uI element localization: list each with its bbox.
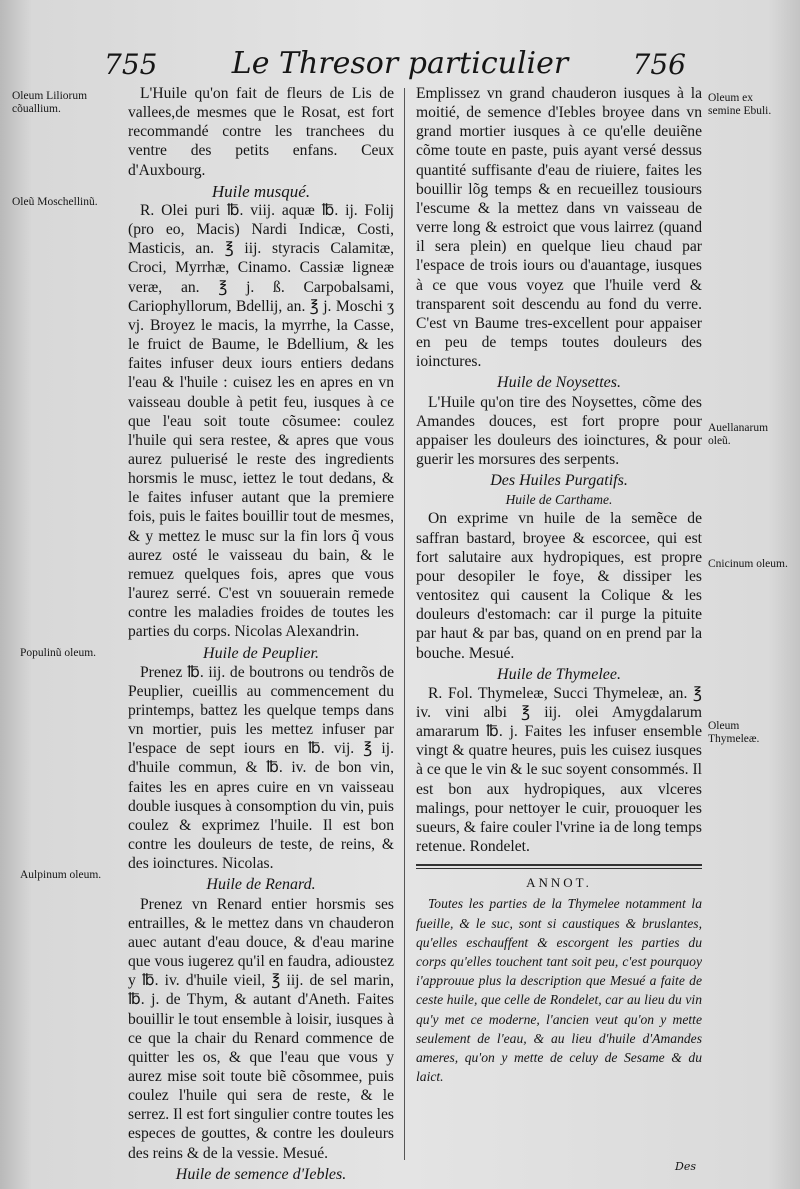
section-heading: Huile de Thymelee.	[497, 665, 621, 683]
paragraph: L'Huile qu'on fait de fleurs de Lis de vallees,de mesmes que le Rosat, est fort recommandé contre les tranchees du ventre des petits enfans. Ceux d'Auxbourg.	[128, 85, 394, 179]
annotation-text: Toutes les parties de la Thymelee notamment la fueille, & le suc, sont si caustiques & bruslantes, qu'elles eschauffent & escorgent les parties du corps qu'elles touchent tant soit peu, c'est pourquoy i'approuue plus la description que Mesué a faite de ceste huile, que celle de Rondelet, car au lieu du vin qu'y met ce moderne, l'ancien veut qu'on y mette seulement de l'eau, & au lieu d'huile d'Amandes ameres, qu'on y mette de celuy de Sesame & du laict.	[416, 896, 702, 1085]
running-header	[0, 44, 800, 84]
paragraph: L'Huile qu'on tire des Noysettes, cõme des Amandes douces, est fort propre pour appaiser les douleurs des ioinctures, & pour guerir les morsures des serpents.	[416, 393, 702, 468]
section-subheading: Huile de Carthame.	[505, 492, 613, 508]
section-heading: Des Huiles Purgatifs.	[490, 472, 628, 490]
paragraph: Emplissez vn grand chauderon iusques à la moitié, de semence d'Iebles broyee dans vn grand mortier iusques à ce qu'elle deuiẽne cõme toute en paste, puis ayant versé dessus quantité suffisante d'eau de riuiere, faites les bouillir lõg temps & en recueillez tousiours l'escume & la mettez dans vn vaisseau de verre long & estroict que vous lairrez (quand il sera plein) en quelque lieu chaud par l'espace de trois iours ou d'auantage, iusques à ce que vous voyez que l'huile verd & transparent soit descendu au fond du verre. C'est vn Baume tres-excellent pour appaiser en peu de temps toutes douleurs des ioinctures.	[416, 85, 702, 371]
margin-note: Oleum Thymeleæ.	[708, 720, 760, 745]
margin-note: Oleũ Moschellinũ.	[12, 196, 98, 208]
column-divider	[404, 88, 405, 1160]
section-heading: Huile musqué.	[211, 181, 311, 201]
paragraph: Prenez vn Renard entier horsmis ses entrailles, & le mettez dans vn chauderon auec autant d'eau douce, & d'eau marine que vous iugerez qu'il en faudra, adioustez y ℔. iv. d'huile vieil, ℥ iij. de sel marin, ℔. j. de Thym, & autant d'Aneth. Faites bouillir le tout ensemble à loisir, iusques à ce que la chair du Renard commence de quitter les os, & que l'eau que vous y aurez mise soit toute biẽ cõsommee, puis coulez l'huile qui sera de reste, & le serrez. Il est fort singulier contre toutes les especes de gouttes, & contre les douleurs des reins & de la vessie. Mesué.	[128, 895, 394, 1162]
paragraph: On exprime vn huile de la semẽce de saffran bastard, broyee & escorcee, qui est fort salutaire aux hydropiques, est propre pour desopiler le foye, & dissiper les ventositez qui causent la Colique & les douleurs d'estomach: car il purge la pituite par haut & par bas, quand on en prend par la bouche. Mesué.	[416, 510, 702, 662]
paragraph: R. Olei puri ℔. viij. aquæ ℔. ij. Folij (pro eo, Macis) Nardi Indicæ, Costi, Masticis, an. ℥ iij. styracis Calamitæ, Croci, Myrrhæ, Cinamo. Cassiæ ligneæ veræ, an. ℥ j. ß. Carpobalsami, Cariophyllorum, Bdellij, an. ℥ j. Moschi ʒ vj. Broyez le macis, la myrrhe, la Casse, le fruict de Baume, le Bdellium, & les faites infuser deux iours entiers dedans l'eau & l'huile : cuisez les en apres en vn vaisseau double à petit feu, iusques à ce que l'eau soit toute cõsumee: coulez l'huile qui sera restee, & apres que vous aurez puluerisé le reste des ingredients horsmis le musc, iettez le tout dedans, & le faites infuser autant que la premiere fois, puis le faites bouillir tout de mesmes, & y mettez le musc sur la fin lors q̃ vous aurez osté le vaisseau du bain, & le remuez quelques fois, apres que vous l'aurez serré. C'est vn souuerain remede contre les maladies froides de toutes les parties du corps. Nicolas Alexandrin.	[128, 201, 394, 641]
annotation-title: ANNOT.	[526, 875, 592, 891]
left-column	[128, 84, 394, 1184]
paragraph: Prenez ℔. iij. de boutrons ou tendrõs de Peuplier, cueillis au commencement du printemps, battez les quelque temps dans vn mortier, puis les mettez infuser par l'espace de sept iours en ℔. vij. ℥ ij. d'huile commun, & ℔. iv. de bon vin, faites les en apres cuire en vn vaisseau double iusques à consomption du vin, puis coulez & exprimez l'huile. Il est bon contre les douleurs de teste, de reins, & des ioinctures. Nicolas.	[128, 663, 394, 873]
right-column	[416, 84, 702, 1086]
annotation-rule-top	[416, 864, 702, 866]
section-heading: Huile de Peuplier.	[203, 644, 319, 662]
margin-note: Aulpinum oleum.	[20, 869, 102, 881]
section-heading: Huile de Renard.	[206, 876, 316, 894]
margin-note: Oleum Liliorum cõuallium.	[12, 90, 88, 115]
section-heading: Huile de semence d'Iebles.	[175, 1165, 347, 1183]
section-heading: Huile de Noysettes.	[497, 374, 621, 392]
page-number-left: 755	[104, 48, 158, 81]
right-column-body	[416, 84, 702, 856]
page-number-right: 756	[632, 48, 686, 81]
catchword: Des	[675, 1160, 696, 1173]
annotation-box	[416, 864, 702, 1086]
paragraph: R. Fol. Thymeleæ, Succi Thymeleæ, an. ℥ iv. vini albi ℥ iij. olei Amygdalarum amararum ℔. j. Faites les infuser ensemble vingt & quatre heures, puis les cuisez iusques à ce que le vin & le suc soyent consommés. Il est bon aux hydropiques, aux vlceres malings, pour nettoyer le cuir, prouoquer les sueurs, & faire couler l'vrine ia de long temps retenue. Rondelet.	[416, 684, 702, 856]
annotation-rule-bottom	[416, 868, 702, 869]
margin-note: Populinũ oleum.	[20, 647, 97, 659]
running-title: Le Thresor particulier	[231, 46, 569, 81]
margin-note: Auellanarum oleũ.	[708, 422, 769, 447]
margin-note: Oleum ex semine Ebuli.	[708, 92, 772, 117]
margin-note: Cnicinum oleum.	[708, 558, 788, 570]
